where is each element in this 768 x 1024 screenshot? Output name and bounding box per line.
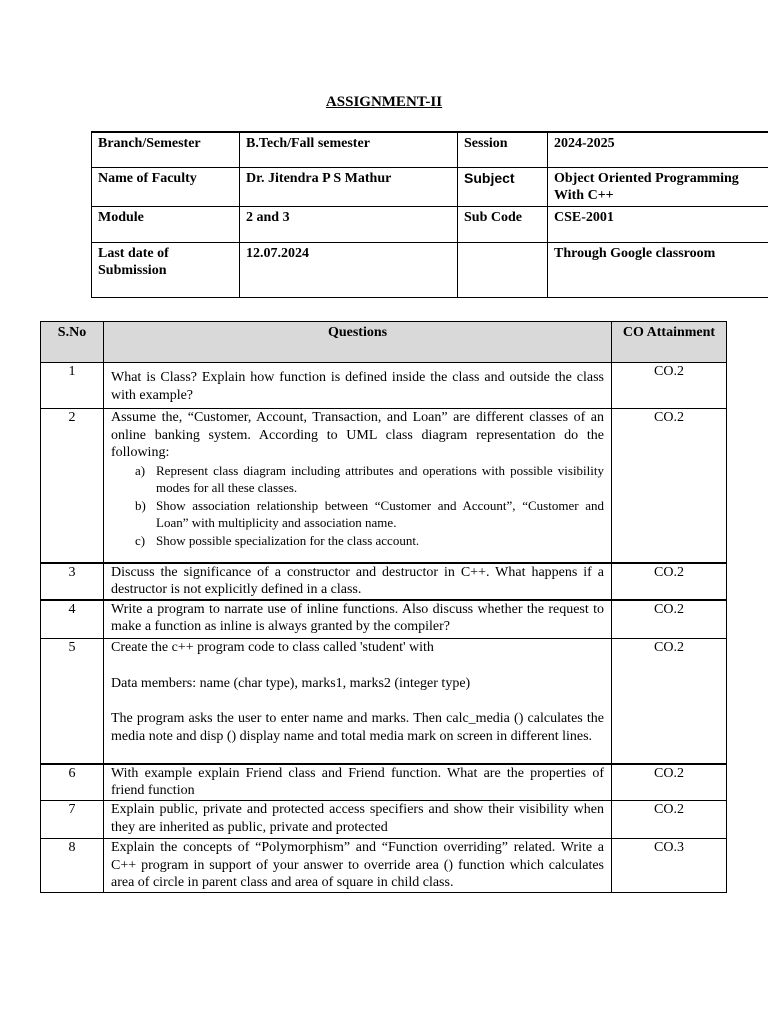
questions-table xyxy=(40,321,727,893)
list-item xyxy=(135,497,604,532)
subject-label: Subject xyxy=(458,167,548,206)
session-value: 2024-2025 xyxy=(548,132,768,167)
row-sno: 5 xyxy=(41,639,104,764)
co-value: CO.2 xyxy=(612,409,727,563)
row-sno: 7 xyxy=(41,801,104,839)
table-row xyxy=(41,563,727,600)
question-text: With example explain Friend class and Friend function. What are the properties of friend function xyxy=(104,764,612,801)
assignment-title: ASSIGNMENT-II xyxy=(325,94,443,110)
branch-value: B.Tech/Fall semester xyxy=(240,132,458,167)
list-item xyxy=(135,532,604,550)
subquestion-text: Show association relationship between “Customer and Account”, “Customer and Loan” with multiplicity and association name. xyxy=(156,497,604,530)
table-row xyxy=(41,409,727,563)
list-item xyxy=(135,462,604,497)
header-questions: Questions xyxy=(104,322,612,363)
co-value: CO.2 xyxy=(612,764,727,801)
subquestion-text: Show possible specialization for the class account. xyxy=(156,532,420,548)
subquestion-text: Represent class diagram including attributes and operations with possible visibility modes for all these classes. xyxy=(156,462,604,495)
assignment-info-table xyxy=(91,131,768,298)
question-text-2: Data members: name (char type), marks1, marks2 (integer type) xyxy=(111,675,471,691)
question-text: Explain public, private and protected access specifiers and show their visibility when they are inherited as public, private and protected xyxy=(104,801,612,839)
question-cell xyxy=(104,409,612,563)
question-text: Explain the concepts of “Polymorphism” and “Function overriding” related. Write a C++ program in support of your answer to override area () function which calculates area of circle in parent class and area of square in child class. xyxy=(104,839,612,893)
last-date-value: 12.07.2024 xyxy=(240,242,458,297)
table-row xyxy=(41,764,727,801)
subject-value: Object Oriented Programming With C++ xyxy=(548,167,768,206)
co-value: CO.3 xyxy=(612,839,727,893)
last-date-empty-cell xyxy=(458,242,548,297)
question-text: What is Class? Explain how function is defined inside the class and outside the class with example? xyxy=(104,363,612,409)
co-value: CO.2 xyxy=(612,600,727,639)
submission-mode: Through Google classroom xyxy=(548,242,768,297)
table-row xyxy=(41,639,727,764)
table-row xyxy=(41,801,727,839)
header-sno: S.No xyxy=(41,322,104,363)
table-row xyxy=(41,600,727,639)
row-sno: 4 xyxy=(41,600,104,639)
session-label: Session xyxy=(458,132,548,167)
header-co: CO Attainment xyxy=(612,322,727,363)
question-text: Discuss the significance of a constructor and destructor in C++. What happens if a destructor is not explicitly defined in a class. xyxy=(104,563,612,600)
co-value: CO.2 xyxy=(612,639,727,764)
question-text: Write a program to narrate use of inline functions. Also discuss whether the request to make a function as inline is always granted by the compiler? xyxy=(104,600,612,639)
question-text-3: The program asks the user to enter name and marks. Then calc_media () calculates the media note and disp () display name and total media mark on screen in different lines. xyxy=(111,711,604,744)
co-value: CO.2 xyxy=(612,801,727,839)
table-row xyxy=(41,839,727,893)
faculty-label: Name of Faculty xyxy=(92,167,240,206)
question-cell xyxy=(104,639,612,764)
list-marker: c) xyxy=(135,532,146,548)
subcode-value: CSE-2001 xyxy=(548,206,768,242)
row-sno: 1 xyxy=(41,363,104,409)
row-sno: 3 xyxy=(41,563,104,600)
branch-label: Branch/Semester xyxy=(92,132,240,167)
list-marker: b) xyxy=(135,497,146,513)
question-text: Create the c++ program code to class called 'student' with xyxy=(111,640,434,655)
question-text: Assume the, “Customer, Account, Transaction, and Loan” are different classes of an online banking system. According to UML class diagram representation do the following: xyxy=(111,410,604,460)
list-marker: a) xyxy=(135,462,146,478)
module-label: Module xyxy=(92,206,240,242)
row-sno: 6 xyxy=(41,764,104,801)
subcode-label: Sub Code xyxy=(458,206,548,242)
subquestion-list xyxy=(135,462,604,550)
co-value: CO.2 xyxy=(612,563,727,600)
row-sno: 8 xyxy=(41,839,104,893)
module-value: 2 and 3 xyxy=(240,206,458,242)
table-row xyxy=(41,363,727,409)
row-sno: 2 xyxy=(41,409,104,563)
faculty-value: Dr. Jitendra P S Mathur xyxy=(240,167,458,206)
questions-header-row xyxy=(41,322,727,363)
co-value: CO.2 xyxy=(612,363,727,409)
last-date-label: Last date of Submission xyxy=(92,242,240,297)
